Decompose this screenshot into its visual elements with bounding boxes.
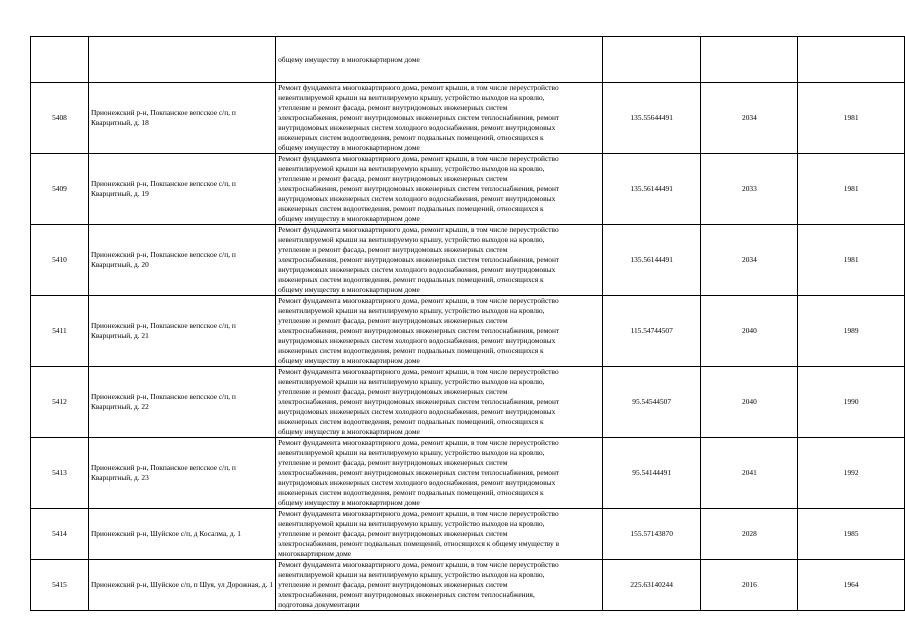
row-address: Прионежский р-н, Покпанское вепсское с/п, п Кварцитный, д. 21 — [88, 296, 275, 367]
work-text: Ремонт фундамента многоквартирного дома, ремонт крыши, в том числе переустройство невентилируемой крыши на вентилируемую крышу, устройство выходов на кровлю, утепление и ремонт фасада, ремонт внутридомовых инженерных систем электроснабжения, ремонт внутридомовых инженерных систем теплоснабжения, ремонт внутридомовых инженерных систем холодного водоснабжения, ремонт внутридомовых инженерных систем водоотведения, ремонт подвальных помещений, относящихся к общему имуществу в многоквартирном доме — [278, 154, 560, 223]
row-cost: 225.63140244 — [602, 560, 701, 611]
work-text: Ремонт фундамента многоквартирного дома, ремонт крыши, в том числе переустройство невентилируемой крыши на вентилируемую крышу, устройство выходов на кровлю, утепление и ремонт фасада, ремонт внутридомовых инженерных систем электроснабжения, ремонт внутридомовых инженерных систем теплоснабжения, ремонт внутридомовых инженерных систем холодного водоснабжения, ремонт внутридомовых инженерных систем водоотведения, ремонт подвальных помещений, относящихся к общему имуществу в многоквартирном доме — [278, 438, 560, 507]
work-text: Ремонт фундамента многоквартирного дома, ремонт крыши, в том числе переустройство невентилируемой крыши на вентилируемую крышу, устройство выходов на кровлю, утепление и ремонт фасада, ремонт внутридомовых инженерных систем электроснабжения, ремонт внутридомовых инженерных систем теплоснабжения, ремонт внутридомовых инженерных систем холодного водоснабжения, ремонт внутридомовых инженерных систем водоотведения, ремонт подвальных помещений, относящихся к общему имуществу в многоквартирном доме — [278, 83, 560, 152]
row-built-year — [798, 37, 905, 83]
row-cost: 115.54744507 — [602, 296, 701, 367]
row-number: 5411 — [31, 296, 89, 367]
row-number: 5413 — [31, 438, 89, 509]
work-text: Ремонт фундамента многоквартирного дома, ремонт крыши, в том числе переустройство невентилируемой крыши на вентилируемую крышу, устройство выходов на кровлю, утепление и ремонт фасада, ремонт внутридомовых инженерных систем электроснабжения, ремонт внутридомовых инженерных систем теплоснабжения, подготовка документации — [278, 560, 559, 609]
row-number: 5414 — [31, 509, 89, 560]
table-row — [31, 225, 905, 296]
work-text: Ремонт фундамента многоквартирного дома, ремонт крыши, в том числе переустройство невентилируемой крыши на вентилируемую крышу, устройство выходов на кровлю, утепление и ремонт фасада, ремонт внутридомовых инженерных систем электроснабжения, ремонт внутридомовых инженерных систем теплоснабжения, ремонт внутридомовых инженерных систем холодного водоснабжения, ремонт внутридомовых инженерных систем водоотведения, ремонт подвальных помещений, относящихся к общему имуществу в многоквартирном доме — [278, 296, 560, 365]
row-cost — [602, 37, 701, 83]
row-address: Прионежский р-н, Шуйское с/п, д Косалма, д. 1 — [88, 509, 275, 560]
row-built-year: 1981 — [798, 225, 905, 296]
row-planned-year: 2016 — [701, 560, 798, 611]
row-built-year: 1964 — [798, 560, 905, 611]
row-address: Прионежский р-н, Покпанское вепсское с/п, п Кварцитный, д. 19 — [88, 154, 275, 225]
row-built-year: 1981 — [798, 83, 905, 154]
row-cost: 95.54544507 — [602, 367, 701, 438]
row-number: 5415 — [31, 560, 89, 611]
row-planned-year: 2040 — [701, 296, 798, 367]
row-cost: 135.56144491 — [602, 225, 701, 296]
row-work-list — [276, 154, 603, 225]
row-planned-year: 2033 — [701, 154, 798, 225]
work-text: Ремонт фундамента многоквартирного дома, ремонт крыши, в том числе переустройство невентилируемой крыши на вентилируемую крышу, устройство выходов на кровлю, утепление и ремонт фасада, ремонт внутридомовых инженерных систем электроснабжения, ремонт подвальных помещений, относящихся к общему имуществу в многоквартирном доме — [278, 509, 560, 558]
table-row — [31, 37, 905, 83]
row-built-year: 1992 — [798, 438, 905, 509]
row-planned-year: 2028 — [701, 509, 798, 560]
table-row — [31, 83, 905, 154]
table-row — [31, 509, 905, 560]
row-number — [31, 37, 89, 83]
repair-schedule-table — [30, 36, 905, 611]
row-built-year: 1990 — [798, 367, 905, 438]
row-cost: 95.54144491 — [602, 438, 701, 509]
row-work-list — [276, 37, 603, 83]
work-text: общему имуществу в многоквартирном доме — [278, 54, 420, 64]
row-number: 5410 — [31, 225, 89, 296]
table-row — [31, 438, 905, 509]
row-address — [88, 37, 275, 83]
row-cost: 135.56144491 — [602, 154, 701, 225]
table-row — [31, 367, 905, 438]
row-address: Прионежский р-н, Покпанское вепсское с/п, п Кварцитный, д. 22 — [88, 367, 275, 438]
row-planned-year: 2040 — [701, 367, 798, 438]
row-address: Прионежский р-н, Шуйское с/п, п Шуя, ул Дорожная, д. 1 — [88, 560, 275, 611]
row-planned-year — [701, 37, 798, 83]
row-work-list — [276, 83, 603, 154]
row-address: Прионежский р-н, Покпанское вепсское с/п, п Кварцитный, д. 20 — [88, 225, 275, 296]
row-number: 5409 — [31, 154, 89, 225]
row-planned-year: 2034 — [701, 225, 798, 296]
row-work-list — [276, 509, 603, 560]
row-address: Прионежский р-н, Покпанское вепсское с/п, п Кварцитный, д. 23 — [88, 438, 275, 509]
row-work-list — [276, 560, 603, 611]
row-built-year: 1989 — [798, 296, 905, 367]
row-address: Прионежский р-н, Покпанское вепсское с/п, п Кварцитный, д. 18 — [88, 83, 275, 154]
row-number: 5408 — [31, 83, 89, 154]
table-row — [31, 560, 905, 611]
row-built-year: 1985 — [798, 509, 905, 560]
row-cost: 135.55644491 — [602, 83, 701, 154]
table-row — [31, 296, 905, 367]
work-text: Ремонт фундамента многоквартирного дома, ремонт крыши, в том числе переустройство невентилируемой крыши на вентилируемую крышу, устройство выходов на кровлю, утепление и ремонт фасада, ремонт внутридомовых инженерных систем электроснабжения, ремонт внутридомовых инженерных систем теплоснабжения, ремонт внутридомовых инженерных систем холодного водоснабжения, ремонт внутридомовых инженерных систем водоотведения, ремонт подвальных помещений, относящихся к общему имуществу в многоквартирном доме — [278, 367, 560, 436]
row-work-list — [276, 225, 603, 296]
table-row — [31, 154, 905, 225]
work-text: Ремонт фундамента многоквартирного дома, ремонт крыши, в том числе переустройство невентилируемой крыши на вентилируемую крышу, устройство выходов на кровлю, утепление и ремонт фасада, ремонт внутридомовых инженерных систем электроснабжения, ремонт внутридомовых инженерных систем теплоснабжения, ремонт внутридомовых инженерных систем холодного водоснабжения, ремонт внутридомовых инженерных систем водоотведения, ремонт подвальных помещений, относящихся к общему имуществу в многоквартирном доме — [278, 225, 560, 294]
row-work-list — [276, 296, 603, 367]
row-work-list — [276, 367, 603, 438]
row-number: 5412 — [31, 367, 89, 438]
row-work-list — [276, 438, 603, 509]
row-cost: 155.57143870 — [602, 509, 701, 560]
row-planned-year: 2041 — [701, 438, 798, 509]
row-built-year: 1981 — [798, 154, 905, 225]
row-planned-year: 2034 — [701, 83, 798, 154]
